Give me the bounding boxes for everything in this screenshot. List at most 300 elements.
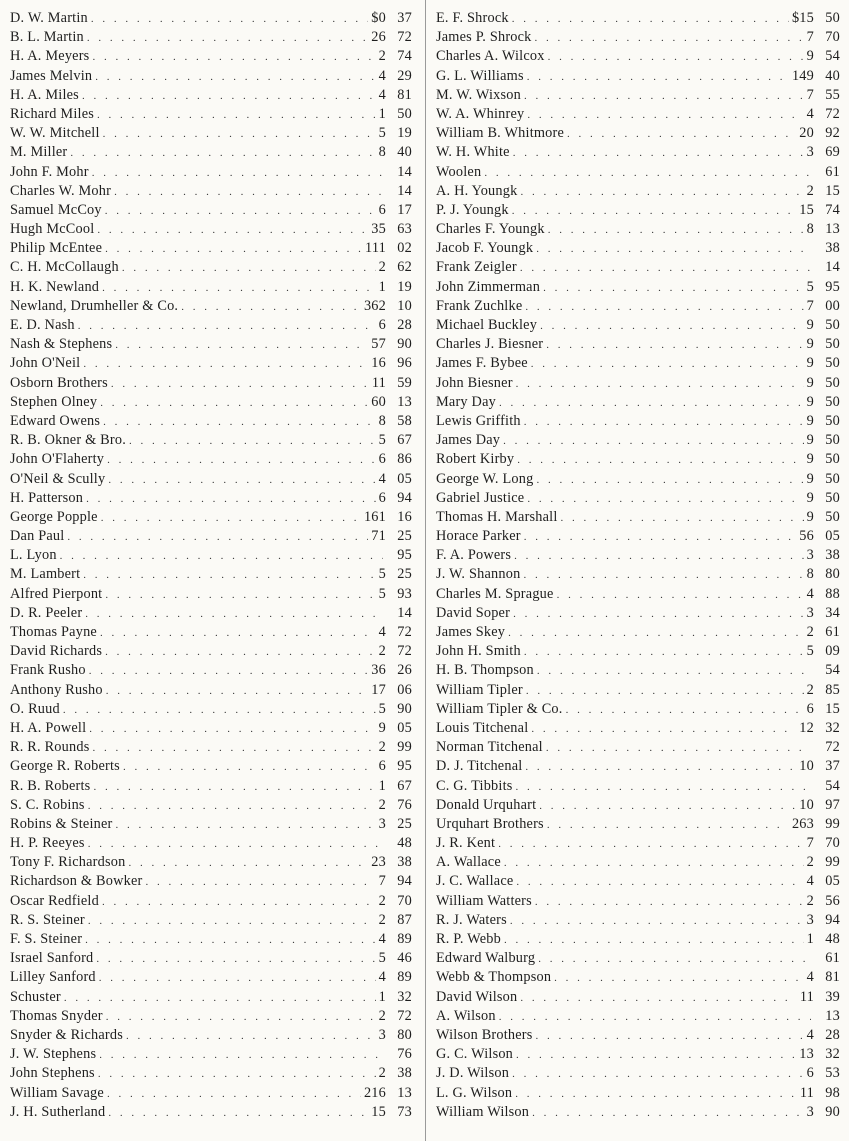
entry-dollars: 16 bbox=[371, 355, 386, 372]
entry-dollars: 2 bbox=[378, 48, 386, 65]
entry-cents: 74 bbox=[825, 201, 840, 218]
entry-name: Michael Buckley bbox=[436, 317, 538, 333]
entry-cents: 19 bbox=[397, 125, 412, 142]
ledger-left-column bbox=[10, 9, 412, 1122]
entry-cents: 05 bbox=[825, 528, 840, 545]
entry-cents: 55 bbox=[825, 86, 840, 103]
entry-name: John Biesner bbox=[436, 374, 513, 391]
entry-name: A. Wilson bbox=[436, 1007, 496, 1024]
ledger-entry bbox=[10, 297, 412, 316]
entry-cents: 86 bbox=[397, 451, 412, 468]
entry-dollars: 6 bbox=[806, 1065, 814, 1082]
dot-leader bbox=[561, 509, 804, 528]
ledger-entry bbox=[436, 757, 840, 776]
entry-dollars: 362 bbox=[363, 297, 386, 314]
entry-name: John Zimmerman bbox=[436, 278, 541, 295]
entry-name: E. F. Shrock bbox=[436, 10, 509, 26]
entry-dollars: 9 bbox=[806, 432, 814, 449]
entry-cents: 72 bbox=[397, 1007, 412, 1024]
entry-name: Thomas H. Marshall bbox=[436, 508, 558, 525]
dot-leader bbox=[527, 106, 803, 125]
dot-leader bbox=[111, 375, 369, 394]
dot-leader bbox=[499, 394, 804, 413]
ledger-entry bbox=[10, 67, 412, 86]
dot-leader bbox=[107, 451, 376, 470]
entry-cents: 32 bbox=[825, 719, 840, 736]
entry-cents: 95 bbox=[825, 278, 840, 295]
dot-leader bbox=[85, 931, 375, 950]
ledger-entry bbox=[436, 738, 840, 757]
dot-leader bbox=[503, 432, 804, 451]
ledger-entry bbox=[436, 1084, 840, 1103]
entry-name: Snyder & Richards bbox=[10, 1026, 123, 1043]
entry-cents: 50 bbox=[825, 508, 840, 525]
dot-leader bbox=[103, 125, 376, 144]
entry-name: Webb & Thompson bbox=[436, 969, 552, 986]
ledger-entry bbox=[10, 182, 412, 201]
entry-dollars: 60 bbox=[371, 393, 386, 410]
entry-name: D. W. Martin bbox=[10, 10, 88, 26]
entry-name: Osborn Brothers bbox=[10, 374, 108, 391]
dot-leader bbox=[60, 547, 383, 566]
entry-cents: 85 bbox=[825, 681, 840, 698]
entry-name: Israel Sanford bbox=[10, 950, 94, 967]
entry-dollars: 9 bbox=[806, 336, 814, 353]
entry-dollars: 3 bbox=[806, 144, 814, 161]
entry-name: Nash & Stephens bbox=[10, 336, 113, 353]
ledger-entry bbox=[10, 258, 412, 277]
entry-cents: 81 bbox=[397, 86, 412, 103]
entry-name: S. C. Robins bbox=[10, 796, 85, 813]
entry-dollars: 8 bbox=[378, 144, 386, 161]
dot-leader bbox=[99, 969, 376, 988]
entry-dollars: 4 bbox=[378, 67, 386, 84]
entry-cents: 15 bbox=[825, 700, 840, 717]
ledger-entry bbox=[436, 661, 840, 680]
entry-cents: 02 bbox=[397, 240, 412, 257]
ledger-entry bbox=[436, 1103, 840, 1122]
entry-dollars: 4 bbox=[378, 624, 386, 640]
ledger-entry bbox=[10, 1026, 412, 1045]
entry-name: L. G. Wilson bbox=[436, 1084, 513, 1101]
entry-dollars: 2 bbox=[378, 892, 386, 909]
ledger-entry bbox=[436, 297, 840, 316]
dot-leader bbox=[532, 1104, 804, 1123]
entry-cents: 54 bbox=[825, 662, 840, 679]
ledger-entry bbox=[10, 105, 412, 124]
ledger-entry bbox=[436, 1064, 840, 1083]
entry-cents: 96 bbox=[397, 355, 412, 372]
ledger-entry bbox=[436, 354, 840, 373]
dot-leader bbox=[100, 394, 368, 413]
entry-name: Louis Titchenal bbox=[436, 719, 529, 736]
ledger-entry bbox=[436, 700, 840, 719]
dot-leader bbox=[539, 797, 796, 816]
entry-cents: 95 bbox=[397, 758, 412, 775]
entry-dollars: 13 bbox=[799, 1046, 814, 1063]
entry-cents: 25 bbox=[397, 566, 412, 583]
ledger-entry bbox=[10, 527, 412, 546]
dot-leader bbox=[526, 682, 804, 701]
ledger-entry bbox=[436, 681, 840, 700]
entry-cents: 50 bbox=[825, 489, 840, 506]
dot-leader bbox=[82, 87, 376, 106]
entry-cents: 56 bbox=[825, 892, 840, 909]
entry-dollars: 2 bbox=[378, 796, 386, 813]
entry-name: Samuel McCoy bbox=[10, 201, 102, 218]
entry-cents: 38 bbox=[397, 1065, 412, 1082]
entry-dollars: 8 bbox=[378, 412, 386, 429]
ledger-entry bbox=[10, 661, 412, 680]
entry-name: David Richards bbox=[10, 643, 103, 660]
entry-dollars: 3 bbox=[378, 1026, 386, 1043]
dot-leader bbox=[516, 1046, 796, 1065]
entry-name: Edward Owens bbox=[10, 412, 101, 429]
entry-name: John O'Neil bbox=[10, 355, 81, 372]
entry-cents: 05 bbox=[397, 719, 412, 736]
dot-leader bbox=[517, 451, 803, 470]
dot-leader bbox=[115, 816, 375, 835]
entry-name: Charles J. Biesner bbox=[436, 336, 544, 353]
ledger-entry bbox=[10, 450, 412, 469]
dot-leader bbox=[70, 144, 375, 163]
entry-name: John H. Smith bbox=[436, 643, 521, 660]
entry-cents: 59 bbox=[397, 374, 412, 391]
entry-dollars: 10 bbox=[799, 796, 814, 813]
entry-name: M. Miller bbox=[10, 144, 68, 161]
ledger-entry bbox=[10, 47, 412, 66]
dot-leader bbox=[554, 969, 803, 988]
ledger-entry bbox=[436, 163, 840, 182]
entry-name: David Soper bbox=[436, 604, 511, 621]
entry-name: Richard Miles bbox=[10, 105, 94, 122]
entry-dollars: 9 bbox=[806, 451, 814, 468]
entry-dollars: 6 bbox=[806, 700, 814, 717]
entry-cents: 50 bbox=[397, 105, 412, 122]
entry-cents: 14 bbox=[397, 182, 412, 199]
entry-dollars: 2 bbox=[806, 681, 814, 698]
entry-name: James Skey bbox=[436, 624, 506, 640]
entry-cents: 72 bbox=[397, 643, 412, 660]
entry-dollars: 4 bbox=[378, 86, 386, 103]
dot-leader bbox=[536, 240, 811, 259]
entry-cents: 37 bbox=[825, 758, 840, 775]
dot-leader bbox=[108, 1104, 368, 1123]
entry-dollars: 111 bbox=[365, 240, 386, 257]
ledger-entry bbox=[10, 316, 412, 335]
entry-dollars: 161 bbox=[363, 508, 386, 525]
entry-name: D. J. Titchenal bbox=[436, 758, 523, 775]
ledger-entry bbox=[436, 930, 840, 949]
entry-name: Edward Walburg bbox=[436, 950, 536, 967]
dot-leader bbox=[97, 106, 376, 125]
ledger-entry bbox=[436, 719, 840, 738]
entry-name: L. Lyon bbox=[10, 547, 57, 564]
entry-cents: 39 bbox=[825, 988, 840, 1005]
entry-name: H. A. Powell bbox=[10, 719, 87, 736]
dot-leader bbox=[523, 566, 803, 585]
entry-name: James Melvin bbox=[10, 67, 93, 84]
dot-leader bbox=[83, 355, 368, 374]
entry-name: Thomas Payne bbox=[10, 624, 97, 640]
entry-name: John F. Mohr bbox=[10, 163, 89, 180]
dot-leader bbox=[92, 164, 383, 183]
entry-cents: 90 bbox=[825, 1103, 840, 1120]
entry-name: Newland, Drumheller & Co. bbox=[10, 297, 179, 314]
ledger-entry bbox=[10, 988, 412, 1007]
dot-leader bbox=[85, 605, 383, 624]
entry-cents: 87 bbox=[397, 911, 412, 928]
entry-dollars: 11 bbox=[799, 1084, 814, 1101]
entry-name: Horace Parker bbox=[436, 528, 521, 545]
entry-dollars: 3 bbox=[806, 547, 814, 564]
entry-cents: 25 bbox=[397, 815, 412, 832]
ledger-entry bbox=[10, 623, 412, 642]
ledger-entry bbox=[436, 258, 840, 277]
ledger-entry bbox=[10, 872, 412, 891]
entry-dollars: 4 bbox=[806, 969, 814, 986]
entry-dollars: 8 bbox=[806, 221, 814, 238]
ledger-entry bbox=[436, 508, 840, 527]
entry-name: Urquhart Brothers bbox=[436, 815, 544, 832]
entry-dollars: 9 bbox=[806, 374, 814, 391]
entry-name: W. H. White bbox=[436, 144, 510, 161]
entry-name: Charles A. Wilcox bbox=[436, 48, 545, 65]
entry-cents: 70 bbox=[825, 835, 840, 852]
dot-leader bbox=[531, 355, 804, 374]
ledger-entry bbox=[10, 681, 412, 700]
entry-name: M. Lambert bbox=[10, 566, 81, 583]
ledger-entry bbox=[436, 182, 840, 201]
entry-name: R. B. Roberts bbox=[10, 777, 91, 794]
ledger-entry bbox=[10, 393, 412, 412]
entry-name: James P. Shrock bbox=[436, 29, 532, 46]
entry-dollars: 10 bbox=[799, 758, 814, 775]
entry-name: R. B. Okner & Bro. bbox=[10, 432, 126, 449]
ledger-entry bbox=[10, 278, 412, 297]
ledger-entry bbox=[10, 604, 412, 623]
dot-leader bbox=[114, 183, 383, 202]
entry-name: Frank Zuchlke bbox=[436, 297, 523, 314]
entry-cents: 46 bbox=[397, 950, 412, 967]
entry-name: Lewis Griffith bbox=[436, 412, 521, 429]
dot-leader bbox=[527, 490, 803, 509]
entry-dollars: 9 bbox=[806, 355, 814, 372]
dot-leader bbox=[89, 720, 375, 739]
dot-leader bbox=[63, 701, 376, 720]
ledger-entry bbox=[436, 335, 840, 354]
entry-dollars: 7 bbox=[806, 29, 814, 46]
ledger-entry bbox=[436, 604, 840, 623]
dot-leader bbox=[566, 701, 804, 720]
entry-dollars: 4 bbox=[806, 585, 814, 602]
entry-name: Alfred Pierpont bbox=[10, 585, 103, 602]
entry-dollars: 2 bbox=[378, 1007, 386, 1024]
entry-cents: 58 bbox=[397, 412, 412, 429]
entry-name: R. R. Rounds bbox=[10, 739, 90, 756]
dot-leader bbox=[145, 873, 375, 892]
entry-dollars: 5 bbox=[378, 700, 386, 717]
entry-cents: 40 bbox=[825, 67, 840, 84]
entry-name: G. L. Williams bbox=[436, 67, 524, 84]
entry-cents: 98 bbox=[825, 1084, 840, 1101]
ledger-entry bbox=[10, 86, 412, 105]
dot-leader bbox=[524, 413, 804, 432]
entry-cents: 94 bbox=[397, 489, 412, 506]
ledger-entry bbox=[10, 124, 412, 143]
entry-dollars: 1 bbox=[378, 278, 386, 295]
entry-cents: 50 bbox=[825, 355, 840, 372]
entry-dollars: $0 bbox=[371, 10, 386, 26]
ledger-entry bbox=[436, 470, 840, 489]
dot-leader bbox=[547, 816, 789, 835]
dot-leader bbox=[557, 586, 804, 605]
ledger-right-column bbox=[436, 9, 840, 1122]
entry-cents: 28 bbox=[825, 1026, 840, 1043]
entry-name: J. D. Wilson bbox=[436, 1065, 510, 1082]
ledger-entry bbox=[436, 239, 840, 258]
entry-name: H. K. Newland bbox=[10, 278, 100, 295]
entry-name: Charles F. Youngk bbox=[436, 221, 545, 238]
dot-leader bbox=[100, 624, 376, 643]
entry-name: William Tipler & Co. bbox=[436, 700, 563, 717]
dot-leader bbox=[513, 144, 804, 163]
dot-leader bbox=[535, 29, 804, 48]
entry-dollars: 5 bbox=[806, 643, 814, 660]
dot-leader bbox=[540, 317, 804, 336]
entry-name: Jacob F. Youngk bbox=[436, 240, 534, 257]
entry-cents: 25 bbox=[397, 528, 412, 545]
entry-name: H. Patterson bbox=[10, 489, 84, 506]
dot-leader bbox=[106, 682, 369, 701]
dot-leader bbox=[105, 643, 376, 662]
ledger-entry bbox=[436, 450, 840, 469]
entry-cents: 72 bbox=[397, 29, 412, 46]
ledger-entry bbox=[436, 815, 840, 834]
dot-leader bbox=[513, 605, 804, 624]
entry-dollars: 9 bbox=[806, 317, 814, 333]
entry-cents: 06 bbox=[397, 681, 412, 698]
entry-dollars: 3 bbox=[806, 604, 814, 621]
ledger-entry bbox=[10, 1084, 412, 1103]
entry-dollars: 4 bbox=[806, 873, 814, 890]
entry-dollars: 7 bbox=[806, 297, 814, 314]
entry-name: H. A. Miles bbox=[10, 86, 79, 103]
entry-dollars: 2 bbox=[378, 643, 386, 660]
entry-cents: 70 bbox=[397, 892, 412, 909]
ledger-entry bbox=[10, 796, 412, 815]
entry-cents: 99 bbox=[825, 815, 840, 832]
dot-leader bbox=[525, 758, 796, 777]
entry-name: R. J. Waters bbox=[436, 911, 507, 928]
entry-dollars: 149 bbox=[791, 67, 814, 84]
entry-dollars: 3 bbox=[806, 911, 814, 928]
entry-cents: 67 bbox=[397, 777, 412, 794]
entry-name: William Tipler bbox=[436, 681, 523, 698]
entry-dollars: 7 bbox=[806, 86, 814, 103]
ledger-entry bbox=[10, 28, 412, 47]
entry-name: O. Ruud bbox=[10, 700, 60, 717]
ledger-entry bbox=[10, 700, 412, 719]
ledger-entry bbox=[10, 335, 412, 354]
ledger-entry bbox=[436, 911, 840, 930]
entry-name: M. W. Wixson bbox=[436, 86, 521, 103]
entry-name: James Day bbox=[436, 432, 501, 449]
dot-leader bbox=[536, 1027, 804, 1046]
entry-name: Oscar Redfield bbox=[10, 892, 99, 909]
entry-cents: 29 bbox=[397, 67, 412, 84]
entry-dollars: 12 bbox=[799, 719, 814, 736]
ledger-entry bbox=[10, 412, 412, 431]
ledger-entry bbox=[10, 201, 412, 220]
entry-name: H. B. Thompson bbox=[436, 662, 534, 679]
entry-dollars: 9 bbox=[806, 470, 814, 487]
entry-name: C. H. McCollaugh bbox=[10, 259, 119, 276]
entry-cents: 73 bbox=[397, 1103, 412, 1120]
entry-dollars: 4 bbox=[378, 969, 386, 986]
entry-dollars: 20 bbox=[799, 125, 814, 142]
entry-cents: 50 bbox=[825, 451, 840, 468]
entry-name: Mary Day bbox=[436, 393, 496, 410]
entry-cents: 61 bbox=[825, 950, 840, 967]
entry-dollars: 4 bbox=[378, 931, 386, 947]
entry-dollars: 11 bbox=[799, 988, 814, 1005]
ledger-entry bbox=[436, 431, 840, 450]
entry-cents: 15 bbox=[825, 182, 840, 199]
dot-leader bbox=[512, 10, 789, 29]
dot-leader bbox=[93, 778, 375, 797]
entry-cents: 14 bbox=[397, 163, 412, 180]
entry-name: William B. Whitmore bbox=[436, 125, 565, 142]
entry-name: G. C. Wilson bbox=[436, 1046, 514, 1063]
entry-cents: 80 bbox=[397, 1026, 412, 1043]
entry-name: Gabriel Justice bbox=[436, 489, 525, 506]
entry-name: J. R. Kent bbox=[436, 835, 496, 852]
entry-dollars: 2 bbox=[806, 182, 814, 199]
dot-leader bbox=[504, 854, 804, 873]
ledger-entry bbox=[436, 565, 840, 584]
dot-leader bbox=[108, 471, 375, 490]
dot-leader bbox=[92, 739, 375, 758]
ledger-entry bbox=[10, 9, 412, 28]
ledger-entry bbox=[10, 508, 412, 527]
entry-name: H. P. Reeyes bbox=[10, 835, 85, 852]
ledger-entry bbox=[10, 930, 412, 949]
dot-leader bbox=[535, 893, 804, 912]
entry-dollars: 3 bbox=[806, 1103, 814, 1120]
entry-cents: 50 bbox=[825, 336, 840, 353]
entry-cents: 74 bbox=[397, 48, 412, 65]
dot-leader bbox=[520, 259, 811, 278]
entry-cents: 72 bbox=[825, 739, 840, 756]
entry-cents: 38 bbox=[825, 547, 840, 564]
entry-name: George R. Roberts bbox=[10, 758, 120, 775]
ledger-entry bbox=[436, 1026, 840, 1045]
entry-dollars: 1 bbox=[806, 931, 814, 947]
ledger-entry bbox=[10, 1064, 412, 1083]
ledger-entry bbox=[10, 374, 412, 393]
dot-leader bbox=[543, 279, 804, 298]
ledger-entry bbox=[436, 124, 840, 143]
ledger-entry bbox=[436, 892, 840, 911]
entry-dollars: 2 bbox=[378, 911, 386, 928]
dot-leader bbox=[514, 547, 804, 566]
entry-cents: 61 bbox=[825, 163, 840, 180]
entry-cents: 93 bbox=[397, 585, 412, 602]
entry-name: C. G. Tibbits bbox=[436, 777, 513, 794]
entry-name: Schuster bbox=[10, 988, 61, 1005]
dot-leader bbox=[89, 662, 369, 681]
